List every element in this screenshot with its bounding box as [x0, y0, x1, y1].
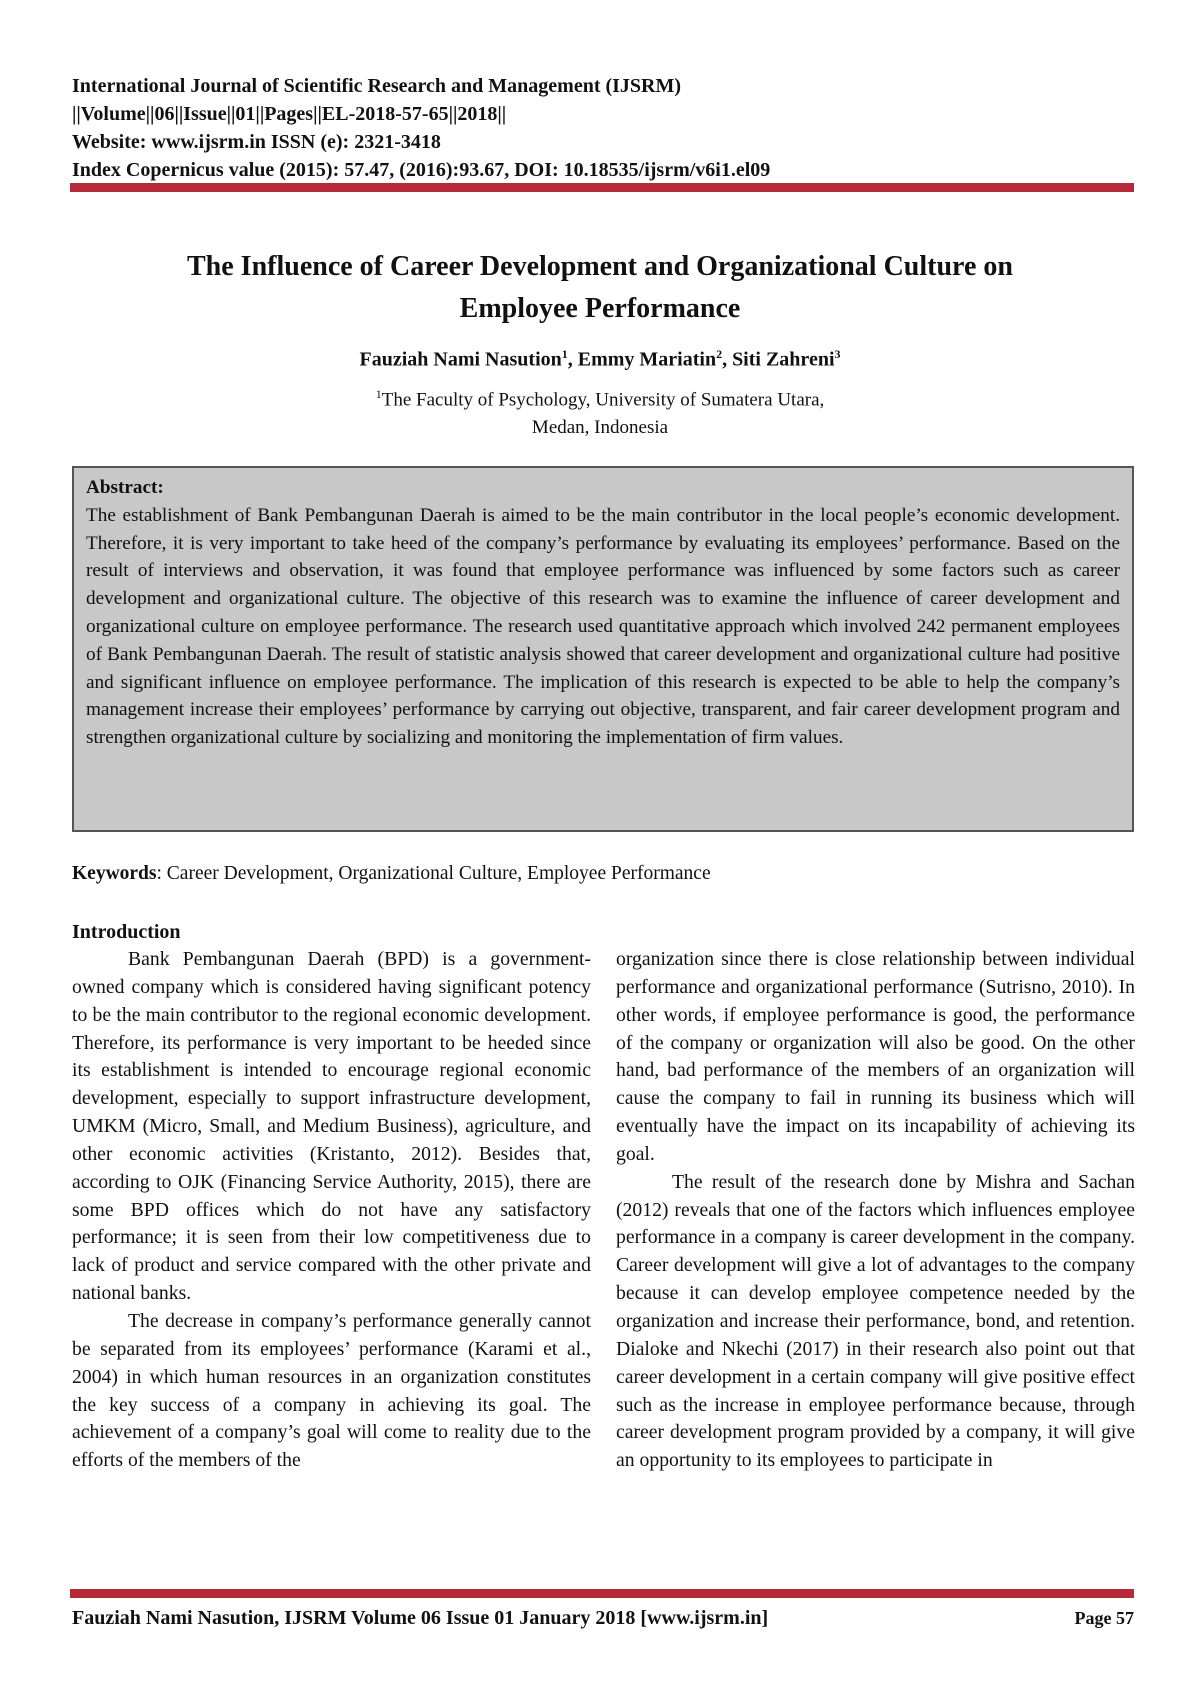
affiliation-line-1: The Faculty of Psychology, University of Sumatera Utara, — [381, 389, 825, 411]
author-separator: , — [567, 348, 578, 371]
paragraph: Bank Pembangunan Daerah (BPD) is a government-owned company which is considered having significant potency to be the main contributor to the regional economic development. Therefore, its performance is very important to be heeded since its establishment is intended to encourage regional economic development, especially to support infrastructure development, UMKM (Micro, Small, and Medium Business), agriculture, and other economic activities (Kristanto, 2012). Besides that, according to OJK (Financing Service Authority, 2015), there are some BPD offices which do not have any satisfactory performance; it is seen from their low competitiveness due to lack of product and service compared with the other private and national banks. — [72, 948, 591, 1305]
affiliation-line-2: Medan, Indonesia — [531, 417, 669, 439]
author-superscript: 3 — [834, 347, 841, 361]
footer-divider — [70, 1589, 1134, 1598]
paragraph: The result of the research done by Mishra and Sachan (2012) reveals that one of the factors which influences employee performance in a company is career development in the company. Career development will give a lot of advantages to the company because it can develop employee competence needed by the organization and increase their performance, bond, and retention. Dialoke and Nkechi (2017) in their research also point out that career development in a certain company will give positive effect such as the increase in employee performance because, through career development program provided by a company, it will give an opportunity to its employees to participate in — [616, 1170, 1135, 1472]
author-name: Fauziah Nami Nasution — [359, 348, 562, 371]
journal-header — [72, 72, 1132, 184]
introduction-heading: Introduction — [72, 921, 181, 943]
volume-issue-line: ||Volume||06||Issue||01||Pages||EL-2018-57-65||2018|| — [72, 103, 507, 125]
page-footer — [72, 1604, 1134, 1632]
header-divider — [70, 183, 1134, 192]
keywords-text: : Career Development, Organizational Culture, Employee Performance — [156, 863, 711, 884]
journal-name: International Journal of Scientific Research and Management (IJSRM) — [72, 75, 682, 97]
author-superscript: 2 — [716, 347, 723, 361]
website-issn-line: Website: www.ijsrm.in ISSN (e): 2321-3418 — [72, 131, 441, 153]
affiliation-superscript: 1 — [375, 387, 382, 401]
abstract-text: The establishment of Bank Pembangunan Daerah is aimed to be the main contributor in the local people’s economic development. Therefore, it is very important to take heed of the company’s performance by evaluating its employees’ performance. Based on the result of interviews and observation, it was found that employee performance was influenced by some factors such as career development and organizational culture. The objective of this research was to examine the influence of career development and organizational culture on employee performance. The research used quantitative approach which involved 242 permanent employees of Bank Pembangunan Daerah. The result of statistic analysis showed that career development and organizational culture had positive and significant influence on employee performance. The implication of this research is expected to be able to help the company’s management increase their employees’ performance by carrying out objective, transparent, and fair career development program and strengthen organizational culture by socializing and monitoring the implementation of firm values. — [86, 504, 1120, 749]
paragraph: organization since there is close relationship between individual performance and organizational performance (Sutrisno, 2010). In other words, if employee performance is good, the performance of the company or organization will also be good. On the other hand, bad performance of the members of an organization will cause the company to fail in running its business which will eventually have the impact on its incapability of achieving its goal. — [616, 948, 1135, 1165]
page-number: Page 57 — [1074, 1608, 1134, 1628]
author-separator: , — [722, 348, 733, 371]
affiliation — [80, 380, 1120, 442]
footer-citation: Fauziah Nami Nasution, IJSRM Volume 06 Issue 01 January 2018 [www.ijsrm.in] — [72, 1607, 769, 1629]
left-column — [72, 946, 591, 1475]
keywords — [72, 860, 1134, 888]
author-superscript: 1 — [561, 347, 568, 361]
author-name: Siti Zahreni — [732, 348, 835, 371]
abstract-box — [72, 466, 1134, 832]
index-doi-line: Index Copernicus value (2015): 57.47, (2016):93.67, DOI: 10.18535/ijsrm/v6i1.el09 — [72, 159, 771, 181]
title-line-1: The Influence of Career Development and Organizational Culture on — [187, 251, 1013, 282]
author-name: Emmy Mariatin — [577, 348, 717, 371]
abstract-heading: Abstract: — [86, 477, 164, 498]
paper-title — [80, 246, 1120, 330]
keywords-label: Keywords — [72, 863, 157, 884]
author-list — [80, 340, 1120, 374]
paragraph: The decrease in company’s performance generally cannot be separated from its employees’ performance (Karami et al., 2004) in which human resources in an organization constitutes the key success of a company in achieving its goal. The achievement of a company’s goal will come to reality due to the efforts of the members of the — [72, 1309, 591, 1472]
right-column — [616, 946, 1135, 1475]
title-line-2: Employee Performance — [459, 293, 741, 324]
